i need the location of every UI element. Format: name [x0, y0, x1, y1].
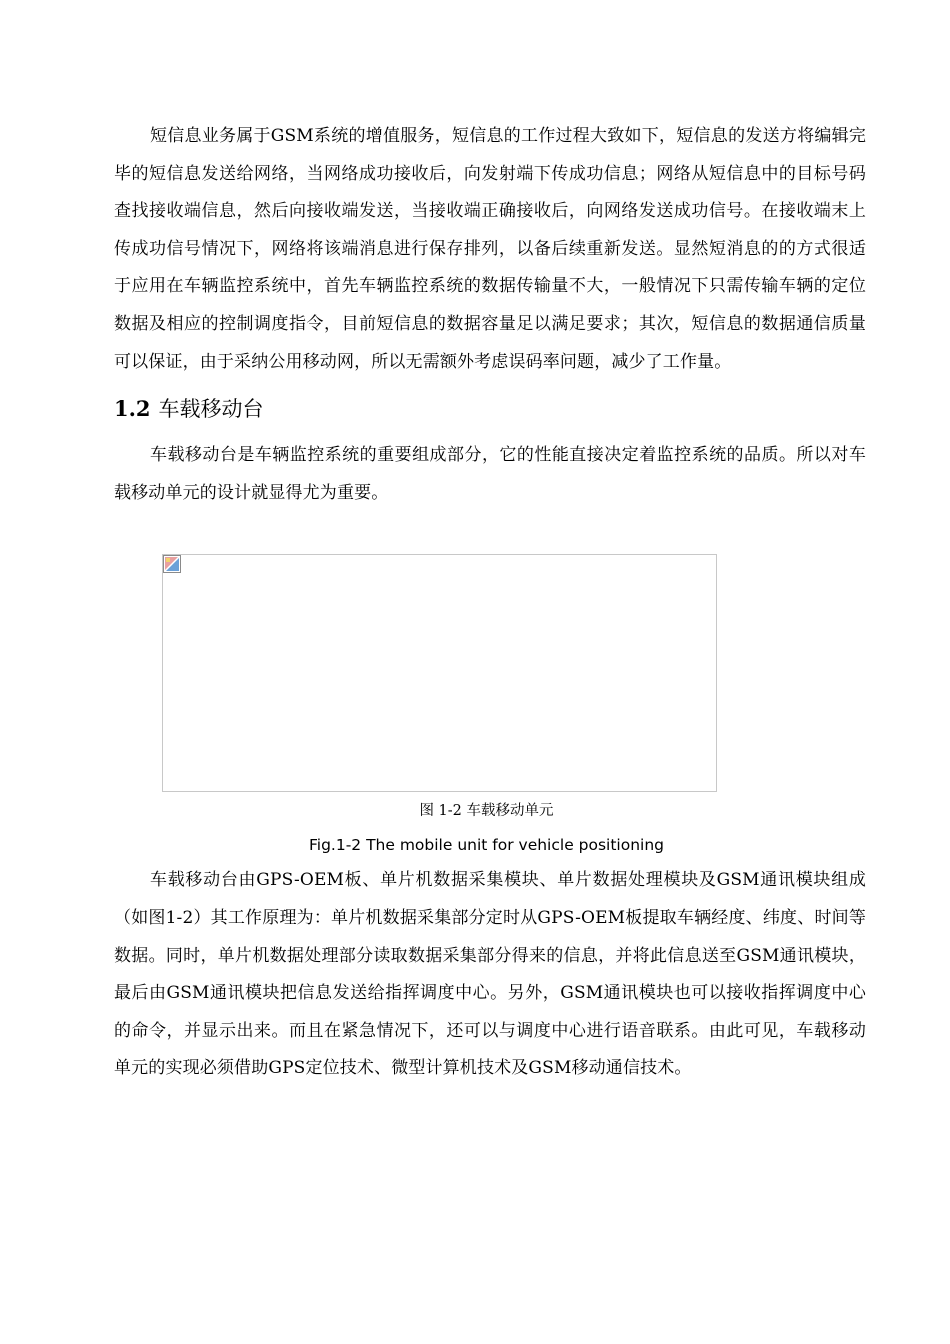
body-paragraph-mobile-unit: 车载移动台由GPS-OEM板、单片机数据采集模块、单片数据处理模块及GSM通讯模块组成（如图1-2）其工作原理为：单片机数据采集部分定时从GPS-OEM板提取车辆经度、纬度、时间等数据。同时，单片机数据处理部分读取数据采集部分得来的信息，并将此信息送至GSM通讯模块，最后由GSM通讯模块把信息发送给指挥调度中心。另外，GSM通讯模块也可以接收指挥调度中心的命令，并显示出来。而且在紧急情况下，还可以与调度中心进行语音联系。由此可见，车载移动单元的实现必须借助GPS定位技术、微型计算机技术及GSM移动通信技术。 [114, 870, 866, 1079]
figure-caption-english: Fig.1-2 The mobile unit for vehicle positioning [308, 836, 665, 855]
body-paragraph-intro: 车载移动台是车辆监控系统的重要组成部分，它的性能直接决定着监控系统的品质。所以对车载移动单元的设计就显得尤为重要。 [114, 445, 866, 503]
section-title: 车载移动台 [158, 397, 264, 422]
document-page [114, 118, 866, 1088]
section-number: 1.2 [114, 396, 151, 422]
figure-caption-chinese: 图 1-2 车载移动单元 [419, 803, 554, 820]
figure-image-placeholder [162, 554, 717, 792]
section-heading [114, 389, 866, 429]
body-paragraph-sms: 短信息业务属于GSM系统的增值服务，短信息的工作过程大致如下，短信息的发送方将编辑完毕的短信息发送给网络，当网络成功接收后，向发射端下传成功信息；网络从短信息中的目标号码查找接收端信息，然后向接收端发送，当接收端正确接收后，向网络发送成功信号。在接收端末上传成功信号情况下，网络将该端消息进行保存排列，以备后续重新发送。显然短消息的的方式很适于应用在车辆监控系统中，首先车辆监控系统的数据传输量不大，一般情况下只需传输车辆的定位数据及相应的控制调度指令，目前短信息的数据容量足以满足要求；其次，短信息的数据通信质量可以保证，由于采纳公用移动网，所以无需额外考虑误码率问题，减少了工作量。 [114, 126, 866, 372]
figure-1-2 [114, 544, 866, 855]
broken-image-icon [163, 555, 181, 573]
